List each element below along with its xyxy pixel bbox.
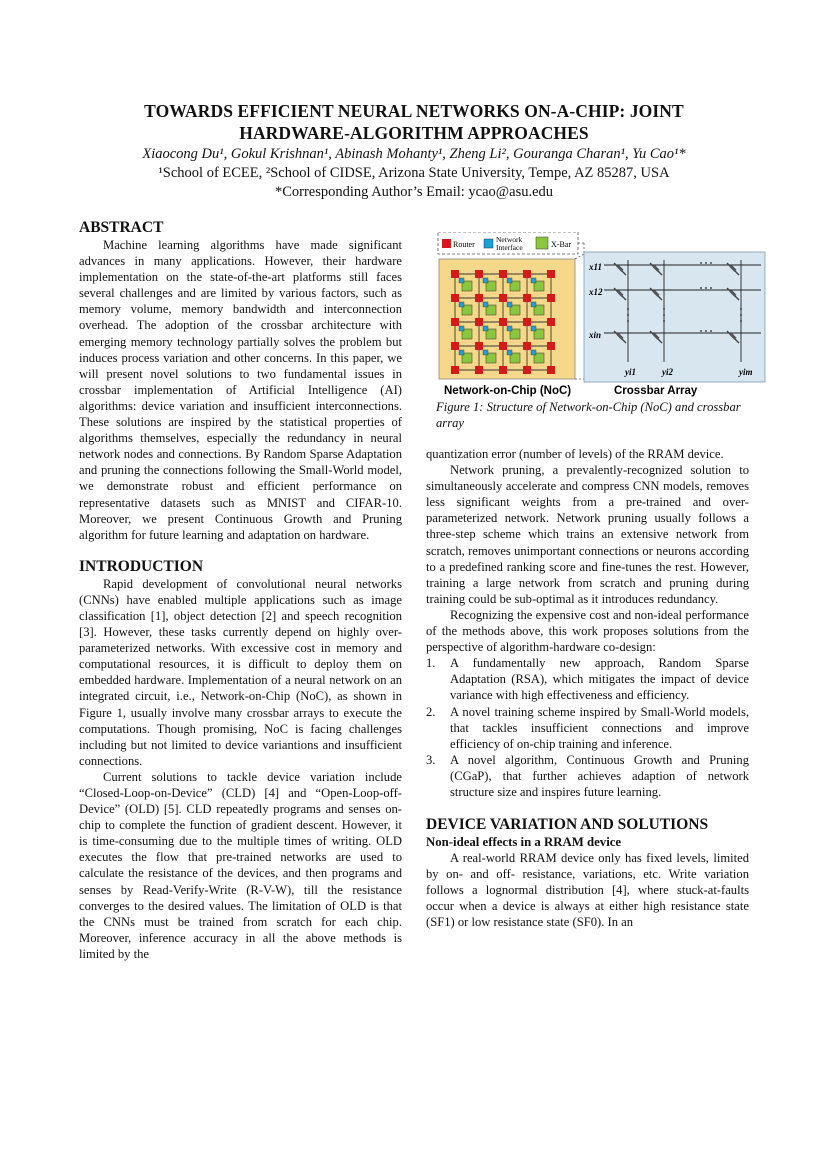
nonideal-subheading: Non-ideal effects in a RRAM device (426, 835, 622, 850)
noc-router (499, 342, 507, 350)
noc-router (547, 270, 555, 278)
noc-router (475, 342, 483, 350)
noc-router (475, 270, 483, 278)
noc-ni (483, 278, 488, 283)
noc-router (475, 294, 483, 302)
crossbar-panel (584, 252, 765, 382)
noc-ni (507, 302, 512, 307)
crossbar-dot (705, 262, 707, 264)
crossbar-dot (710, 262, 712, 264)
noc-grid (451, 270, 555, 374)
crossbar-dot (663, 308, 665, 310)
crossbar-x2-label: x12 (589, 287, 603, 297)
noc-router (499, 294, 507, 302)
noc-ni (459, 302, 464, 307)
noc-router (547, 318, 555, 326)
legend-ni-label-1: Network (496, 235, 523, 244)
intro-paragraph-1: Rapid development of convolutional neural networks (CNNs) have enabled multiple applications such as image classification [1], object detection [2] and speech recognition [3]. However, these tasks currently depend on highly over-parameterized networks. With excessive cost in memory and computational resources, it is difficult to deploy them on embedded hardware. Implementation of a neural network on an integrated circuit, i.e., Network-on-Chip (NoC), as shown in Figure 1, usually involve many crossbar arrays to execute the computations. Though promising, NoC is facing challenges including but not limited to device variantions and insufficient connections. (79, 576, 402, 768)
noc-ni (531, 302, 536, 307)
noc-router (499, 270, 507, 278)
contribution-item: 2. A novel training scheme inspired by Small-World models, that tackles insufficient connections and improve efficiency of on-chip training and inference. (426, 704, 749, 751)
noc-ni (459, 326, 464, 331)
contribution-item: 3. A novel algorithm, Continuous Growth and Pruning (CGaP), that further achieves adaption of network structure size and inspires future learning. (426, 752, 749, 799)
noc-router (499, 318, 507, 326)
noc-ni (507, 326, 512, 331)
crossbar-xn-label: xin (589, 330, 602, 340)
noc-ni (531, 326, 536, 331)
crossbar-x1-label: x11 (589, 262, 603, 272)
noc-ni (531, 278, 536, 283)
introduction-heading: INTRODUCTION (79, 557, 204, 575)
legend-xbar-label: X-Bar (551, 240, 571, 249)
figure-1-graphic (436, 232, 768, 398)
contribution-list (426, 655, 749, 800)
right-paragraph-2: Recognizing the expensive cost and non-ideal performance of the methods above, this work proposes solutions from the perspective of algorithm-hardware co-design: (426, 607, 749, 655)
crossbar-dot (705, 330, 707, 332)
contribution-item: 1. A fundamentally new approach, Random Sparse Adaptation (RSA), which mitigates the impact of device variance with high effectiveness and efficiency. (426, 656, 749, 703)
noc-router (523, 270, 531, 278)
crossbar-dot (663, 314, 665, 316)
right-column (426, 446, 749, 931)
right-paragraph-3: A real-world RRAM device only has fixed levels, limited by on- and off- resistance, variations, etc. Write variation follows a lognormal distribution [4], where stuck-at-faults occur when a device is always at either high resistance state (SF1) or low resistance state (SF0). In an (426, 851, 749, 930)
noc-ni (507, 278, 512, 283)
legend-xbar-swatch (536, 237, 548, 249)
noc-router (547, 366, 555, 374)
noc-ni (483, 326, 488, 331)
right-paragraph-1: Network pruning, a prevalently-recognized solution to simultaneously accelerate and compress CNN models, removes less significant weights from a pre-trained and over-parameterized network. Network pruning usually follows a three-step scheme which trains an extensive network from scratch, removes unimportant connections or neurons according to a predefined ranking score and fine-tunes the rest. However, training a large network from scratch and pruning during training could be sub-optimal as it introduces redundancy. (426, 463, 749, 606)
noc-router (475, 366, 483, 374)
crossbar-dot (705, 287, 707, 289)
intro-paragraph-2: Current solutions to tackle device variation include “Closed-Loop-on-Device” (CLD) [4] and “Open-Loop-off-Device” (OLD) [5]. CLD repeatedly programs and senses on-chip to complete the function of gradient descent. However, it is time-consuming due to the multiple times of writing. OLD executes the flow that pre-trained networks are used to calculate the resistance of the devices, and then programs and senses by Read-Verify-Write (R-V-W), till the resistance converges to the desired values. The limitation of OLD is that the CNNs must be trained from scratch for each chip. Moreover, inference accuracy in all the above methods is limited by the (79, 769, 402, 961)
affiliation: ¹School of ECEE, ²School of CIDSE, Arizona State University, Tempe, AZ 85287, USA (158, 165, 670, 181)
noc-router (547, 342, 555, 350)
corresponding-email: *Corresponding Author’s Email: ycao@asu.edu (274, 184, 554, 200)
right-paragraph-0: quantization error (number of levels) of the RRAM device. (426, 447, 724, 461)
title-line-2: HARDWARE-ALGORITHM APPROACHES (239, 123, 589, 143)
crossbar-dot (700, 262, 702, 264)
noc-router (475, 318, 483, 326)
crossbar-dot (700, 330, 702, 332)
noc-router (523, 294, 531, 302)
device-variation-heading: DEVICE VARIATION AND SOLUTIONS (426, 816, 709, 834)
abstract-text: Machine learning algorithms have made significant advances in many applications. However, their hardware implementation on the state-of-the-art platforms still faces several challenges and are limited by various factors, such as memory volume, memory bandwidth and interconnection overhead. The adoption of the crossbar architecture with emerging memory technology partially solves the problem but induces process variation and other concerns. In this paper, we will present novel solutions to two fundamental issues in crossbar implementation of Artificial Intelligence (AI) algorithms: device variation and insufficient interconnections. These solutions are inspired by the statistical properties of algorithms themselves, especially the redundancy in neural network nodes and connections. By Random Sparse Adaptation and pruning the connections following the Small-World model, we demonstrate robust and efficient performance on representative datasets such as MNIST and CIFAR-10. Moreover, we present Continuous Growth and Pruning algorithm for future learning and adaptation on hardware. (79, 238, 402, 542)
crossbar-y1-label: yi1 (625, 367, 636, 377)
crossbar-dot (627, 308, 629, 310)
noc-ni (531, 350, 536, 355)
legend-router-label: Router (453, 240, 475, 249)
noc-router (523, 366, 531, 374)
noc-router (547, 294, 555, 302)
noc-router (451, 366, 459, 374)
legend-ni-swatch (484, 239, 493, 248)
crossbar-dot (627, 320, 629, 322)
crossbar-dot (710, 330, 712, 332)
abstract-heading: ABSTRACT (79, 219, 164, 236)
author-list: Xiaocong Du¹, Gokul Krishnan¹, Abinash Mohanty¹, Zheng Li², Gouranga Charan¹, Yu Cao¹* (142, 146, 686, 162)
noc-ni (459, 278, 464, 283)
crossbar-label: Crossbar Array (614, 385, 698, 397)
noc-router (451, 342, 459, 350)
crossbar-dot (710, 287, 712, 289)
noc-router (499, 366, 507, 374)
noc-router (451, 270, 459, 278)
noc-ni (483, 350, 488, 355)
left-column (79, 218, 402, 962)
legend-router-swatch (442, 239, 451, 248)
figure-1-caption: Figure 1: Structure of Network-on-Chip (NoC) and crossbar array (436, 400, 741, 430)
crossbar-dot (740, 308, 742, 310)
paper-title (60, 100, 768, 144)
crossbar-y2-label: yi2 (662, 367, 673, 377)
crossbar-dot (740, 314, 742, 316)
figure-1 (436, 232, 768, 398)
noc-label: Network-on-Chip (NoC) (444, 385, 572, 397)
crossbar-dot (700, 287, 702, 289)
crossbar-dot (627, 314, 629, 316)
title-line-1: TOWARDS EFFICIENT NEURAL NETWORKS ON-A-CHIP: JOINT (144, 101, 684, 121)
noc-router (523, 342, 531, 350)
legend-ni-label-2: Interface (496, 243, 523, 252)
crossbar-dot (740, 320, 742, 322)
noc-ni (483, 302, 488, 307)
crossbar-ym-label: yim (739, 367, 753, 377)
noc-ni (459, 350, 464, 355)
noc-router (451, 318, 459, 326)
noc-router (451, 294, 459, 302)
noc-router (523, 318, 531, 326)
noc-ni (507, 350, 512, 355)
crossbar-dot (663, 320, 665, 322)
